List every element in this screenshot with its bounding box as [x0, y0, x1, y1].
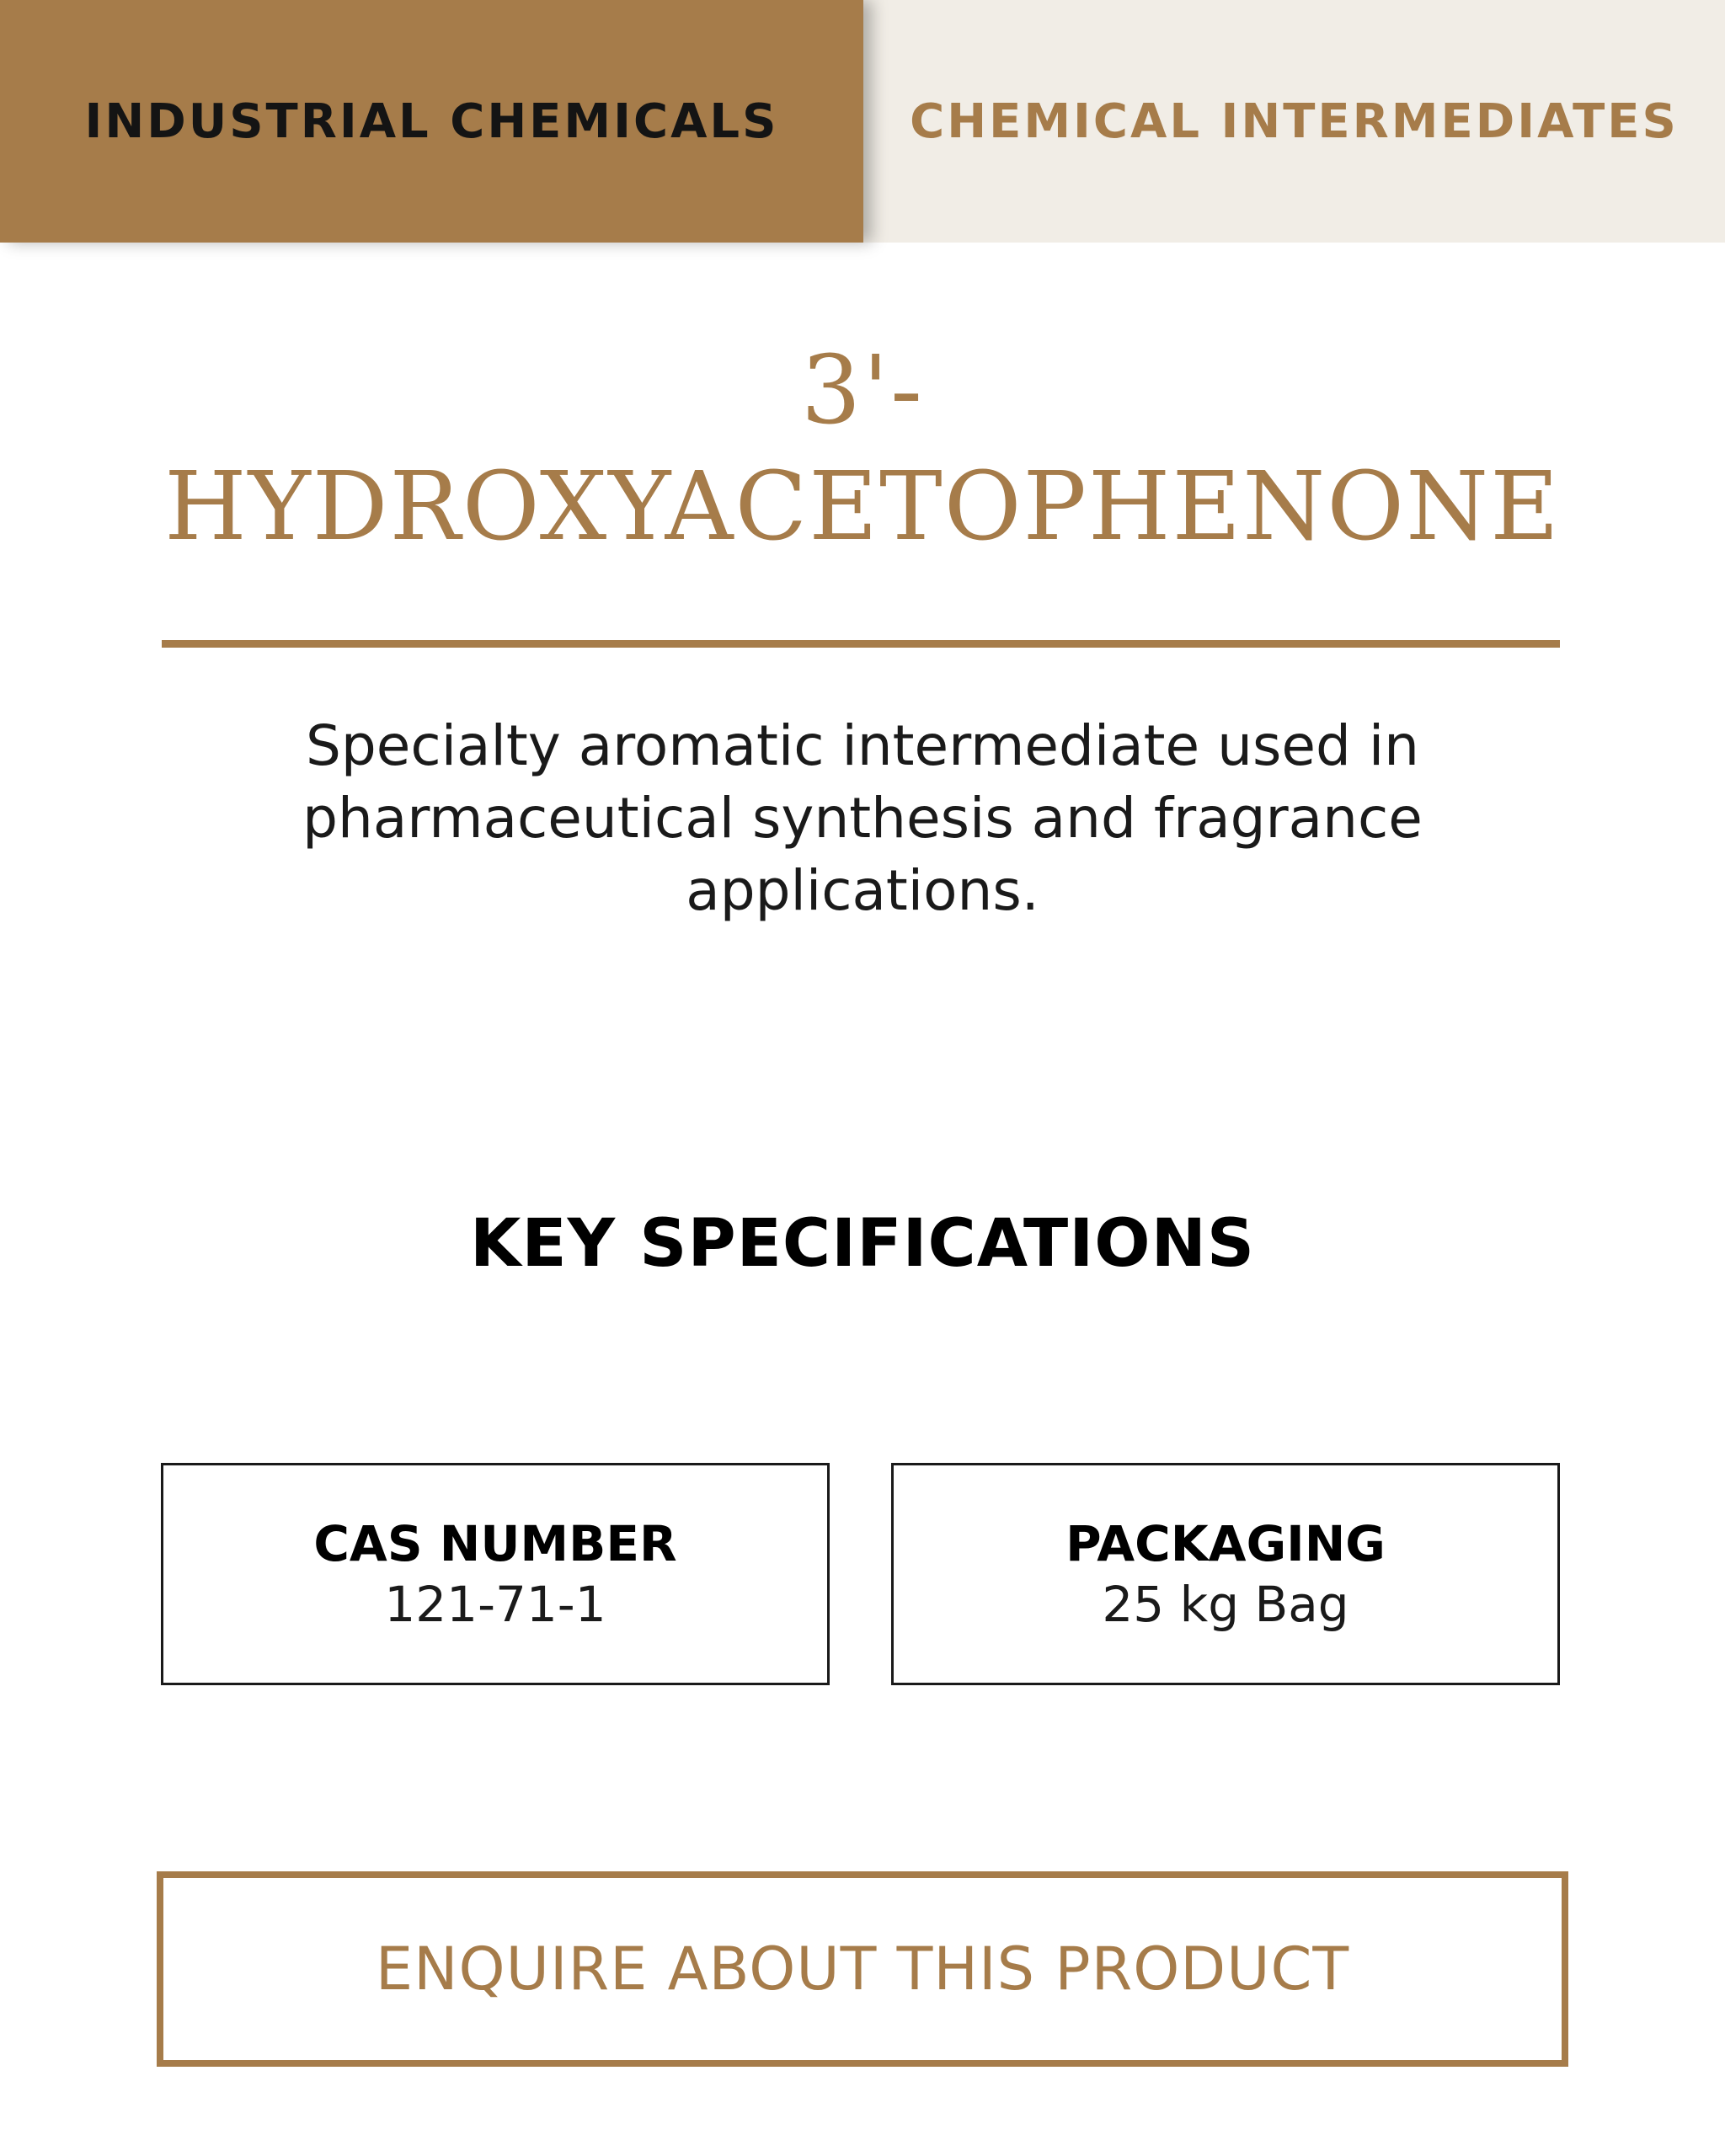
spec-card-packaging: [891, 1463, 1560, 1685]
product-title: [34, 333, 1691, 565]
product-title-line2: HYDROXYACETOPHENONE: [164, 452, 1561, 562]
product-description: Specialty aromatic intermediate used in pharmaceutical synthesis and fragrance applications.: [302, 713, 1423, 923]
spec-label: PACKAGING: [1065, 1515, 1386, 1572]
title-divider: [162, 640, 1560, 648]
tab-industrial-chemicals[interactable]: [0, 0, 863, 243]
spec-value: 25 kg Bag: [1102, 1576, 1349, 1633]
tab-label: CHEMICAL INTERMEDIATES: [910, 93, 1679, 149]
product-title-line1: 3'-: [801, 336, 924, 446]
enquire-button[interactable]: [157, 1871, 1568, 2067]
spec-value: 121-71-1: [384, 1576, 606, 1633]
spec-card-cas-number: [161, 1463, 830, 1685]
spec-label: CAS NUMBER: [313, 1515, 677, 1572]
category-tabs: [0, 0, 1725, 243]
enquire-button-label: ENQUIRE ABOUT THIS PRODUCT: [375, 1935, 1350, 2004]
tab-chemical-intermediates[interactable]: [863, 0, 1725, 243]
specs-heading: KEY SPECIFICATIONS: [469, 1206, 1256, 1282]
tab-label: INDUSTRIAL CHEMICALS: [84, 93, 779, 149]
